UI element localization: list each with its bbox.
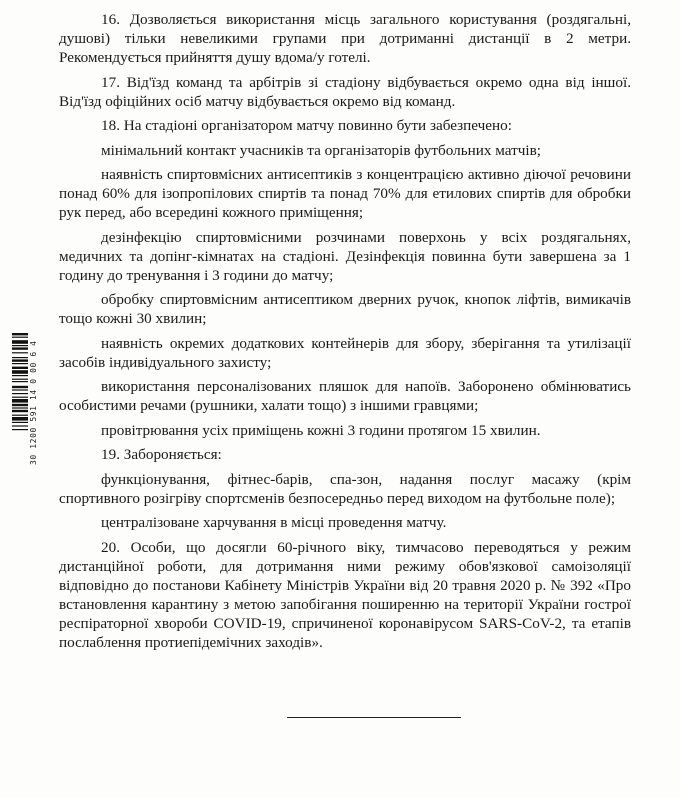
document-body [59, 10, 631, 657]
list-item-catering: централізоване харчування в місці проведення матчу. [101, 514, 447, 531]
barcode-bar [12, 363, 28, 364]
barcode-bar [12, 404, 28, 406]
barcode-bar [12, 345, 28, 346]
barcode-bar [12, 415, 28, 416]
barcode-bar [12, 375, 28, 376]
signature-line [287, 717, 461, 718]
paragraph-20: 20. Особи, що досягли 60-річного віку, тимчасово переводяться у режим дистанційної роботи, для дотримання ними режиму обов'язкової самоізоляції відповідно до постанови Кабінету Міністрів України від 20 травня 2020 р. № 392 «Про встановлення карантину з метою запобігання поширенню на території України гострої респіраторної хвороби COVID-19, спричиненої коронавірусом SARS-CoV-2, та етапів послаблення протиепідемічних заходів». [59, 538, 631, 651]
paragraph-18: 18. На стадіоні організатором матчу повинно бути забезпечено: [101, 117, 512, 134]
barcode-bar [12, 397, 28, 398]
list-item-fitness: функціонування, фітнес-барів, спа-зон, надання послуг масажу (крім спортивного розігріву спортсменів безпосередньо перед виходом на футбольне поле); [59, 470, 631, 507]
barcode-graphic [12, 333, 28, 464]
list-item-containers: наявність окремих додаткових контейнерів для збору, зберігання та утилізації засобів індивідуального захисту; [59, 334, 631, 371]
barcode-bar [12, 359, 28, 361]
barcode-bar [12, 357, 28, 358]
barcode-bar [12, 333, 28, 335]
barcode-bar [12, 340, 28, 344]
barcode-bar [12, 367, 28, 369]
barcode-bar [12, 347, 28, 349]
barcode-bar [12, 379, 28, 380]
barcode-bar [12, 410, 28, 412]
barcode-bar [12, 389, 28, 390]
barcode-bar [12, 422, 28, 423]
barcode-bar [12, 337, 28, 338]
barcode-bar [12, 417, 28, 421]
barcode-bar [12, 399, 28, 403]
paragraph-16: 16. Дозволяється використання місць загального користування (роздягальні, душові) тільки невеликими групами при дотриманні дистанції в 2 метри. Рекомендується прийняття душу вдома/у готелі. [59, 11, 631, 66]
barcode-bar [12, 352, 28, 353]
paragraph-17: 17. Від'їзд команд та арбітрів зі стадіону відбувається окремо одна від іншої. Від'їзд офіційних осіб матчу відбувається окремо від команд. [59, 73, 631, 110]
list-item-bottles: використання персоналізованих пляшок для напоїв. Заборонено обмінюватись особистими речами (рушники, халати тощо) з іншими гравцями; [59, 378, 631, 414]
barcode [12, 333, 28, 464]
barcode-bar [12, 381, 28, 382]
barcode-bar [12, 425, 28, 426]
barcode-bar [12, 393, 28, 394]
list-item-ventilation: провітрювання усіх приміщень кожні 3 години протягом 15 хвилин. [101, 421, 541, 439]
barcode-bar [12, 370, 28, 374]
list-item-min-contact: мінімальний контакт учасників та організаторів футбольних матчів; [101, 141, 542, 159]
barcode-bar [12, 407, 28, 408]
barcode-bar [12, 386, 28, 388]
list-item-handles: обробку спиртовмісним антисептиком дверних ручок, кнопок ліфтів, вимикачів тощо кожні 30 хвилин; [59, 291, 631, 327]
barcode-number: 30 1200 591 14 0 00 6 4 [29, 340, 38, 465]
barcode-bar [12, 429, 28, 430]
list-item-disinfection: дезінфекцію спиртовмісними розчинами поверхонь у всіх роздягальнях, медичних та допінг-кімнатах на стадіоні. Дезінфекція повинна бути завершена за 1 годину до тренування і 3 години до матчу; [59, 228, 631, 284]
paragraph-19: 19. Забороняється: [101, 446, 222, 463]
list-item-antiseptics: наявність спиртовмісних антисептиків з концентрацією активно діючої речовини понад 60% для ізопропілових спиртів та понад 70% для етилових спиртів для обробки рук перед, або всередині кожного приміщення; [59, 166, 631, 221]
